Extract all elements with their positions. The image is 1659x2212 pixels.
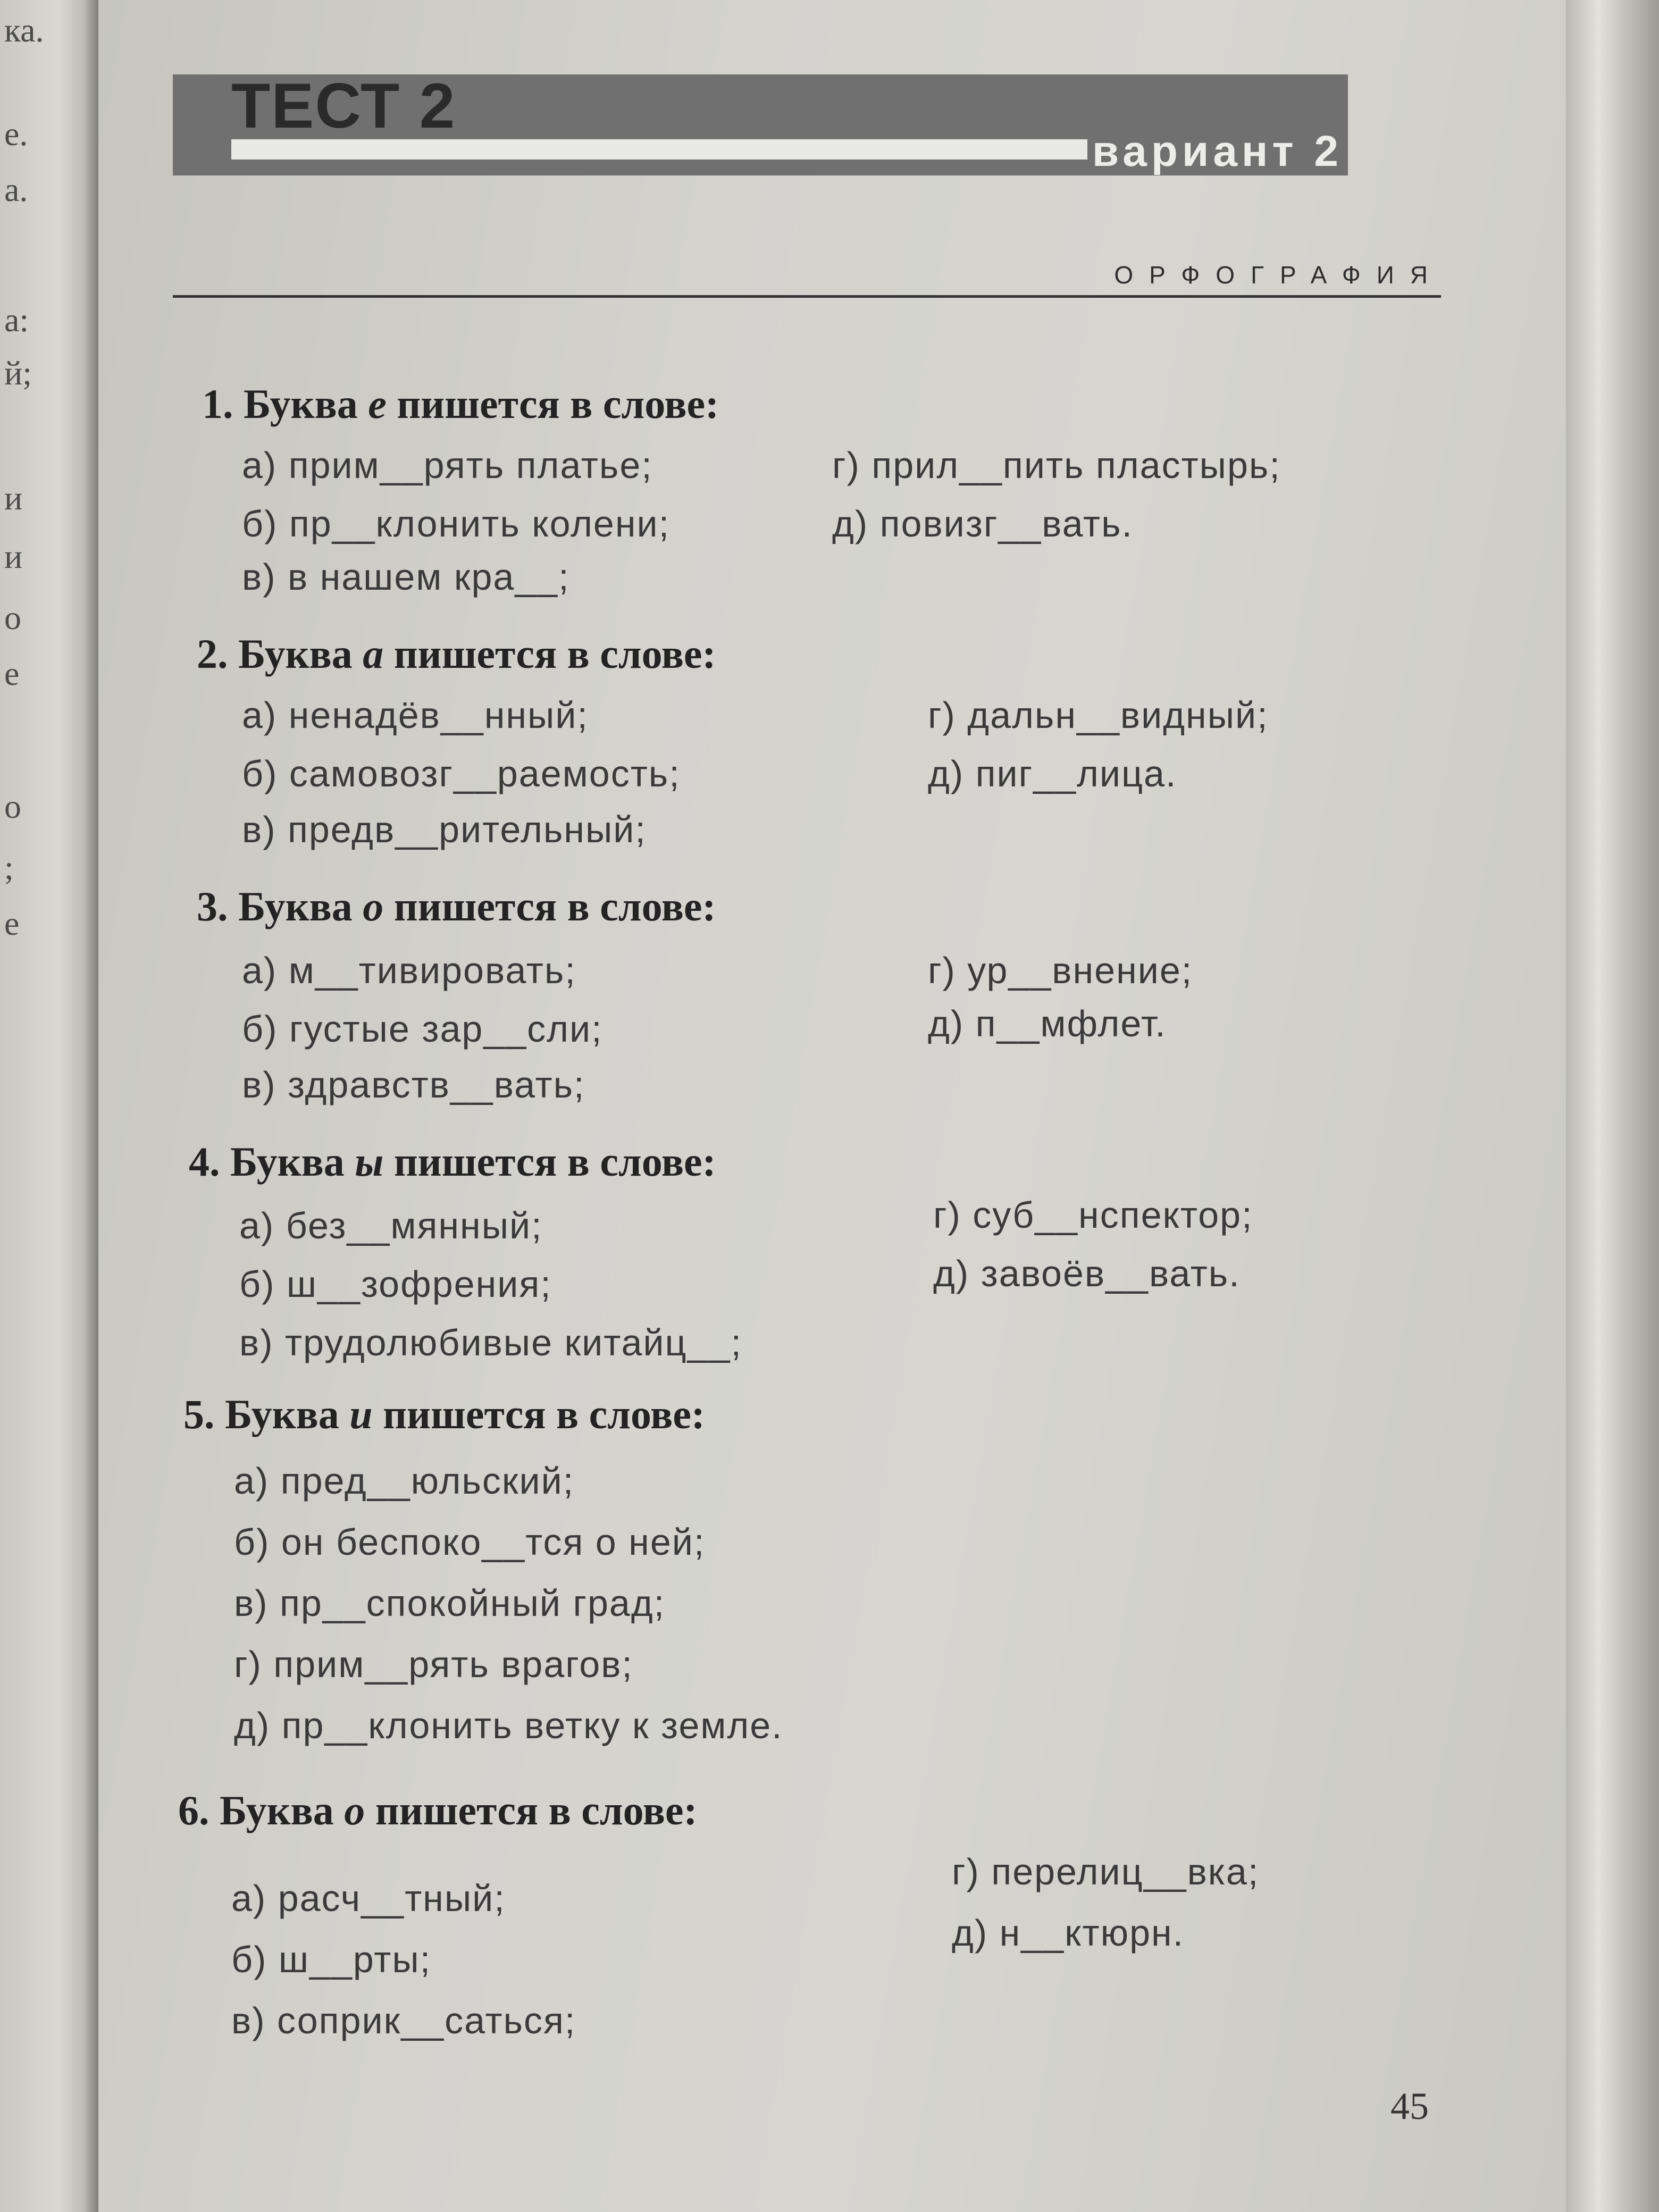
question-prefix: Буква: [244, 381, 358, 427]
adjacent-text-fragment: а.: [4, 171, 28, 208]
answer-option: г) прим__рять врагов;: [234, 1644, 633, 1685]
question-suffix: пишется в слове:: [393, 883, 716, 929]
adjacent-text-fragment: и: [4, 479, 23, 517]
answer-option: б) густые зар__сли;: [242, 1008, 603, 1050]
question-number: 2.: [197, 631, 228, 677]
answer-option: в) в нашем кра__;: [242, 556, 570, 598]
adjacent-text-fragment: ка.: [4, 11, 44, 49]
variant-label: вариант 2: [1092, 127, 1343, 175]
question-suffix: пишется в слове:: [393, 631, 716, 677]
page-edge: [1566, 0, 1659, 2212]
question-title: [189, 1138, 716, 1186]
question-number: 6.: [178, 1787, 210, 1833]
question-letter: а: [363, 631, 384, 677]
answer-option: д) пиг__лица.: [928, 753, 1177, 794]
question-letter: о: [344, 1787, 365, 1833]
answer-option: д) н__ктюрн.: [952, 1912, 1185, 1954]
question-prefix: Буква: [230, 1138, 345, 1185]
answer-option: а) прим__рять платье;: [242, 445, 653, 486]
adjacent-page: [0, 0, 98, 2212]
adjacent-text-fragment: о: [4, 787, 21, 825]
question-prefix: Буква: [238, 631, 353, 677]
answer-option: г) прил__пить пластырь;: [832, 445, 1281, 486]
answer-option: г) перелиц__вка;: [952, 1851, 1260, 1892]
question-prefix: Буква: [220, 1787, 334, 1833]
question-number: 3.: [197, 883, 228, 929]
answer-option: д) п__мфлет.: [928, 1003, 1167, 1044]
book-page: [98, 0, 1566, 2212]
question-title: [202, 380, 719, 428]
question-number: 5.: [183, 1391, 215, 1437]
question-letter: е: [368, 381, 387, 427]
section-title: ОРФОГРАФИЯ: [1114, 261, 1444, 289]
question-suffix: пишется в слове:: [393, 1138, 716, 1185]
answer-option: г) дальн__видный;: [928, 694, 1269, 736]
question-title: [197, 883, 716, 931]
question-title: [183, 1390, 705, 1438]
question-suffix: пишется в слове:: [383, 1391, 705, 1437]
question-suffix: пишется в слове:: [375, 1787, 698, 1833]
answer-option: г) ур__внение;: [928, 950, 1193, 991]
answer-option: в) соприк__саться;: [231, 2000, 576, 2041]
adjacent-text-fragment: а:: [4, 301, 29, 339]
question-letter: о: [363, 883, 384, 929]
adjacent-text-fragment: ;: [4, 849, 14, 886]
question-title: [178, 1787, 697, 1834]
adjacent-text-fragment: е: [4, 655, 20, 692]
answer-option: а) расч__тный;: [231, 1878, 506, 1919]
answer-option: в) предв__рительный;: [242, 809, 647, 850]
test-title: ТЕСТ 2: [231, 70, 456, 141]
answer-option: в) трудолюбивые китайц__;: [239, 1322, 742, 1363]
question-prefix: Буква: [238, 883, 353, 929]
page-number: 45: [1390, 2085, 1429, 2127]
answer-option: б) самовозг__раемость;: [242, 753, 681, 794]
section-divider: [173, 295, 1441, 298]
answer-option: а) ненадёв__нный;: [242, 694, 589, 736]
question-number: 1.: [202, 381, 233, 427]
question-number: 4.: [189, 1138, 220, 1185]
answer-option: д) завоёв__вать.: [933, 1253, 1241, 1294]
answer-option: б) ш__рты;: [231, 1939, 432, 1980]
answer-option: а) пред__юльский;: [234, 1460, 575, 1502]
answer-option: а) м__тивировать;: [242, 950, 576, 991]
question-letter: и: [349, 1391, 373, 1437]
adjacent-text-fragment: о: [4, 599, 21, 636]
answer-option: д) повизг__вать.: [832, 503, 1133, 544]
answer-option: г) суб__нспектор;: [933, 1194, 1253, 1236]
answer-option: б) он беспоко__тся о ней;: [234, 1521, 706, 1563]
answer-option: б) ш__зофрения;: [239, 1263, 552, 1305]
adjacent-text-fragment: й;: [4, 354, 32, 392]
answer-option: д) пр__клонить ветку к земле.: [234, 1705, 783, 1746]
adjacent-text-fragment: е.: [4, 115, 28, 153]
question-prefix: Буква: [225, 1391, 339, 1437]
adjacent-text-fragment: е: [4, 904, 20, 942]
adjacent-text-fragment: и: [4, 538, 23, 575]
question-letter: ы: [355, 1138, 384, 1185]
answer-option: а) без__мянный;: [239, 1205, 543, 1246]
answer-option: в) пр__спокойный град;: [234, 1582, 666, 1624]
answer-option: в) здравств__вать;: [242, 1064, 585, 1105]
question-suffix: пишется в слове:: [397, 381, 719, 427]
question-title: [197, 630, 716, 678]
answer-option: б) пр__клонить колени;: [242, 503, 671, 544]
